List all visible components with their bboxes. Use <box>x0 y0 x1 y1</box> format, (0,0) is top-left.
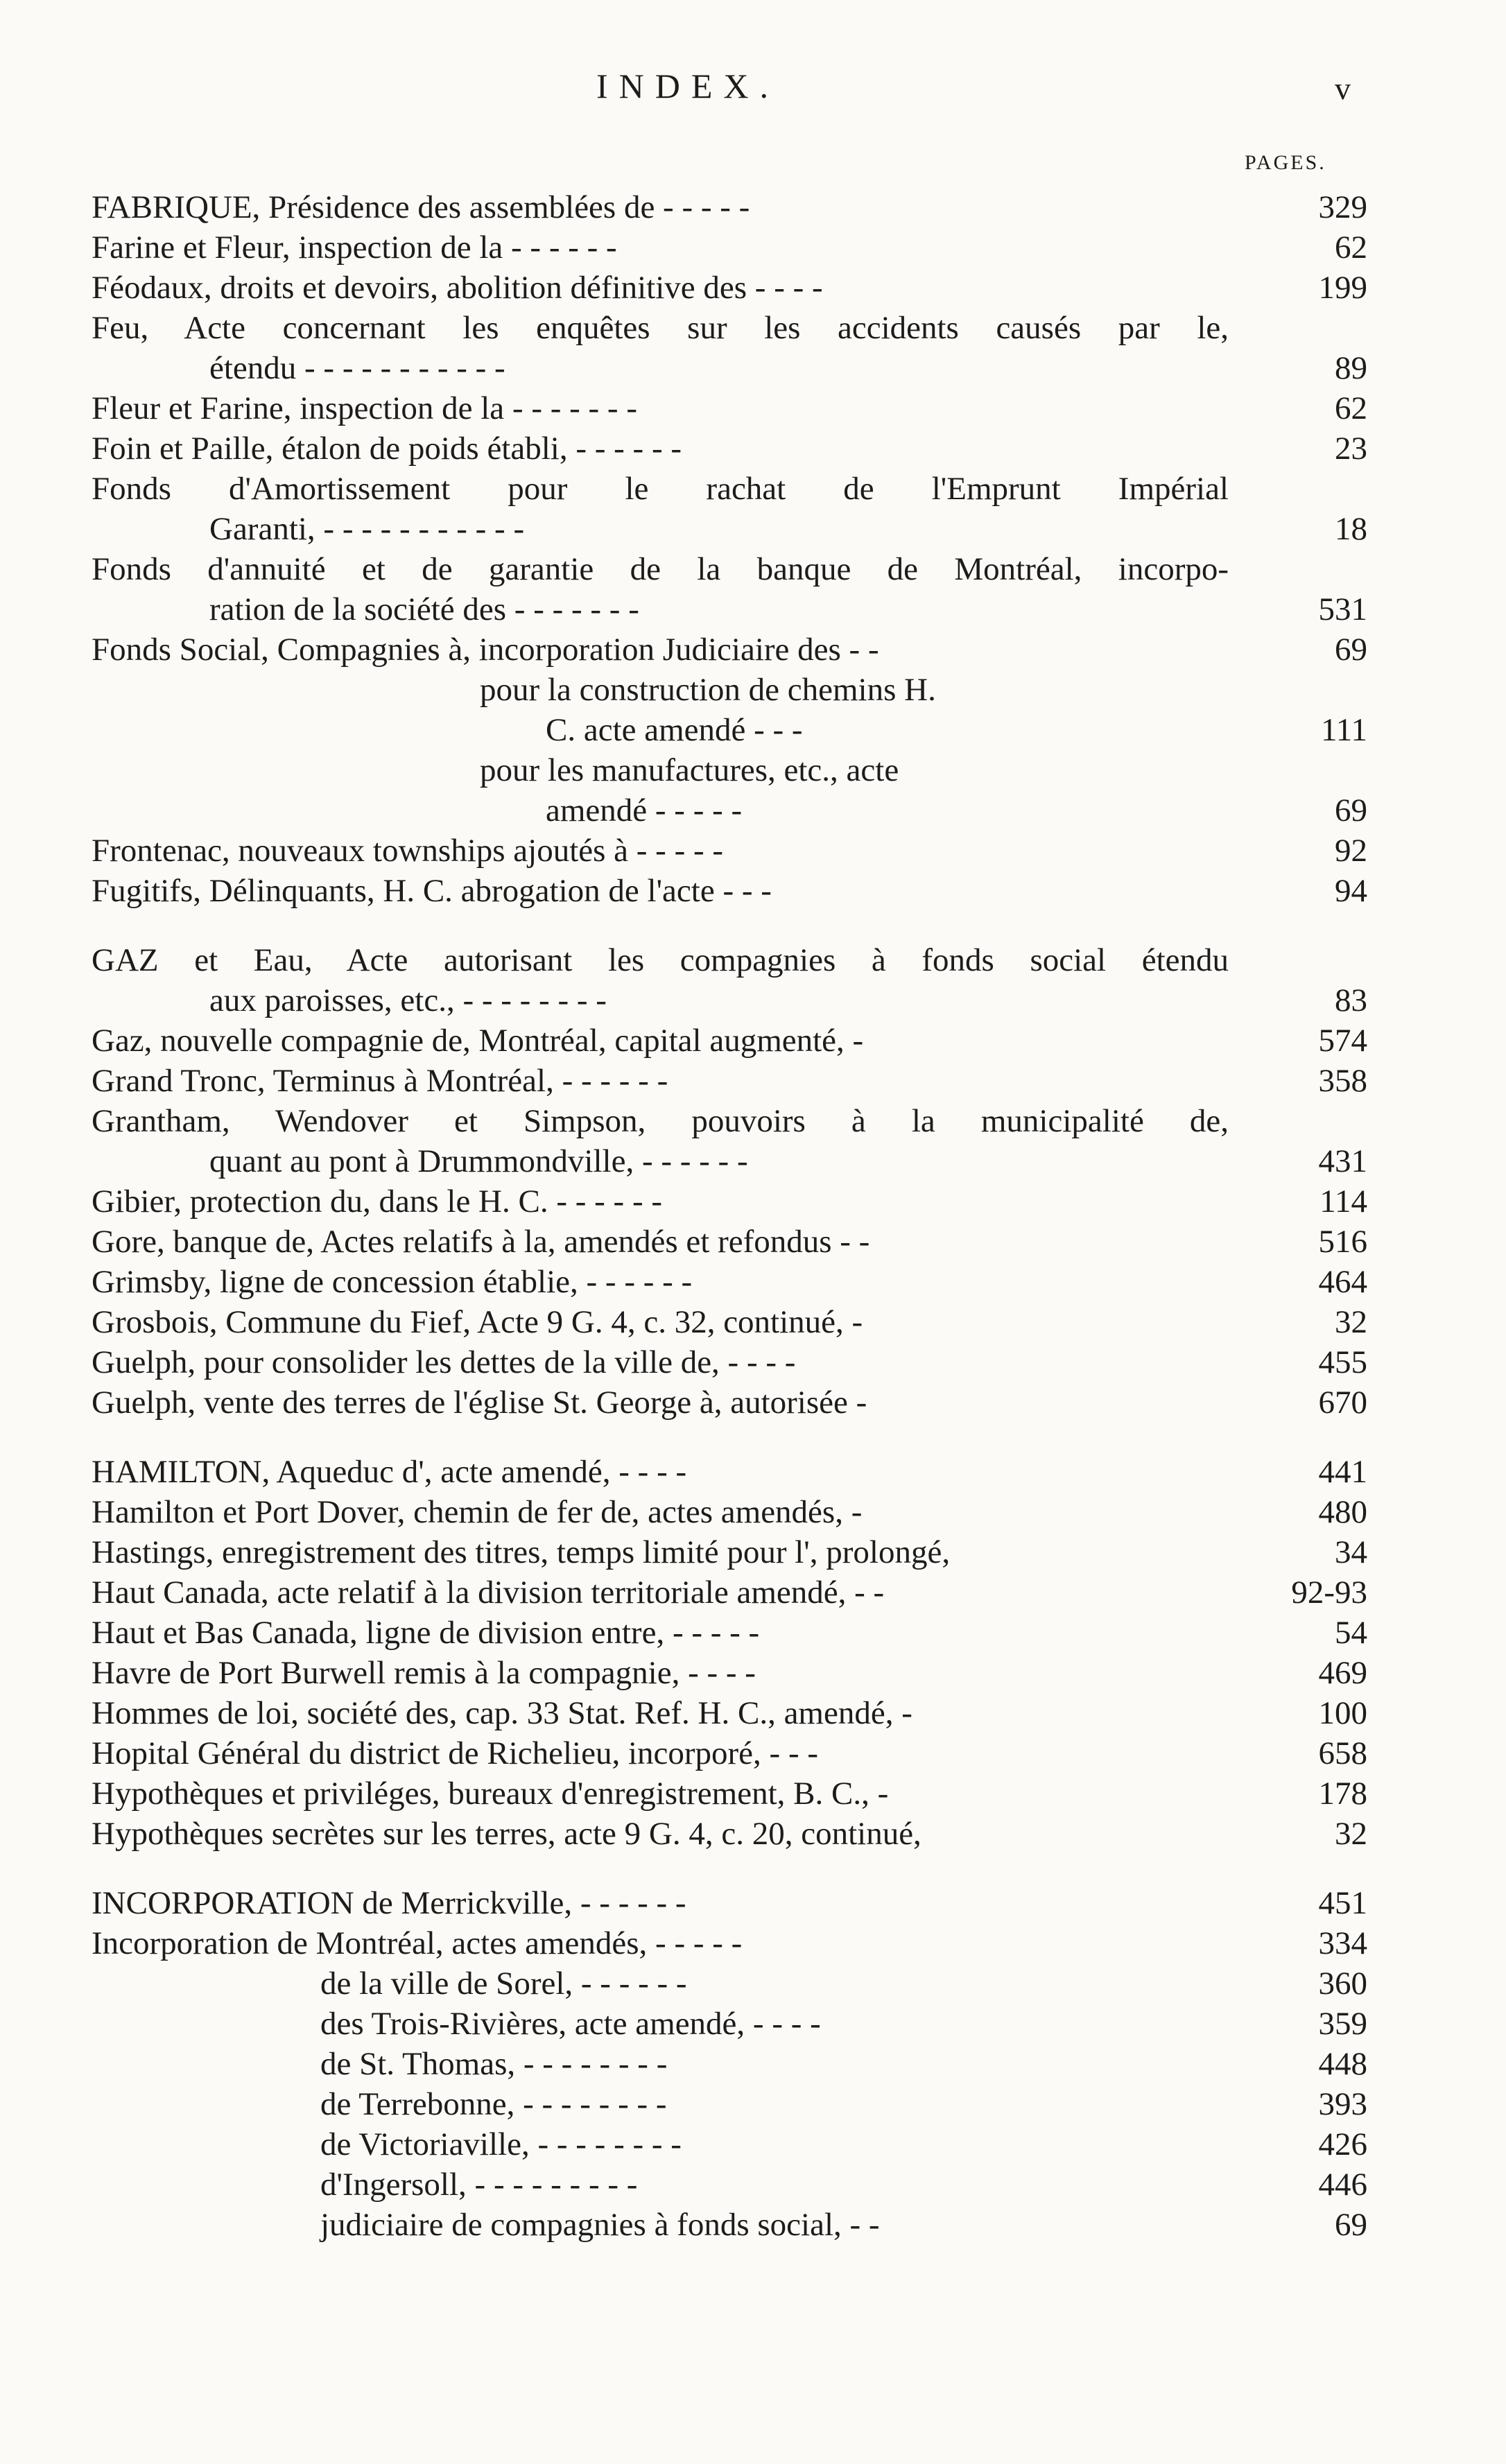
index-entry <box>92 710 1367 750</box>
index-entry <box>92 2044 1367 2084</box>
index-entry <box>92 348 1367 388</box>
entry-text: pour les manufactures, etc., acte <box>480 752 899 788</box>
entry-page-number: 455 <box>1318 1344 1367 1380</box>
entry-text: Gore, banque de, Actes relatifs à la, amendés et refondus - - <box>92 1224 870 1260</box>
index-entry <box>92 790 1367 831</box>
entry-text: de Victoriaville, - - - - - - - - <box>320 2126 682 2162</box>
index-entry <box>92 1382 1367 1423</box>
page-header <box>0 66 1506 121</box>
index-entries <box>92 187 1367 2245</box>
entry-page-number: 531 <box>1318 591 1367 627</box>
entry-text: FABRIQUE, Présidence des assemblées de - - - - - <box>92 189 750 225</box>
index-entry <box>92 750 1367 790</box>
entry-text: Haut et Bas Canada, ligne de division entre, - - - - - <box>92 1615 760 1651</box>
entry-page-number: 329 <box>1318 189 1367 225</box>
index-entry <box>92 1773 1367 1814</box>
index-entry <box>92 2004 1367 2044</box>
entry-page-number: 69 <box>1335 632 1367 668</box>
index-entry <box>92 630 1367 670</box>
entry-text: Grimsby, ligne de concession établie, - - - - - - <box>92 1264 693 1300</box>
index-entry <box>92 980 1367 1021</box>
entry-text: Hypothèques secrètes sur les terres, acte 9 G. 4, c. 20, continué, <box>92 1816 921 1852</box>
entry-page-number: 89 <box>1335 350 1367 386</box>
index-entry <box>92 1492 1367 1532</box>
entry-page-number: 92-93 <box>1291 1574 1367 1611</box>
entry-page-number: 111 <box>1320 712 1367 748</box>
entry-text: Féodaux, droits et devoirs, abolition définitive des - - - - <box>92 270 823 306</box>
entry-page-number: 448 <box>1318 2046 1367 2082</box>
entry-text: amendé - - - - - <box>546 792 743 828</box>
index-entry <box>92 589 1367 630</box>
index-entry <box>92 1653 1367 1693</box>
index-entry <box>92 1342 1367 1382</box>
index-entry <box>92 1262 1367 1302</box>
entry-text: de Terrebonne, - - - - - - - - <box>320 2086 667 2122</box>
pages-column-label: PAGES. <box>1245 151 1326 174</box>
entry-page-number: 34 <box>1335 1534 1367 1570</box>
index-entry <box>92 187 1367 227</box>
index-entry <box>92 509 1367 549</box>
index-entry <box>92 1021 1367 1061</box>
entry-page-number: 360 <box>1318 1966 1367 2002</box>
entry-text: Havre de Port Burwell remis à la compagnie, - - - - <box>92 1655 756 1691</box>
index-entry <box>92 469 1367 509</box>
entry-page-number: 114 <box>1319 1183 1367 1220</box>
entry-page-number: 62 <box>1335 229 1367 266</box>
entry-page-number: 199 <box>1318 270 1367 306</box>
entry-page-number: 446 <box>1318 2167 1367 2203</box>
entry-text: aux paroisses, etc., - - - - - - - - <box>209 982 607 1018</box>
entry-text: Frontenac, nouveaux townships ajoutés à - - - - - <box>92 833 724 869</box>
entry-page-number: 469 <box>1318 1655 1367 1691</box>
entry-text: Feu, Acte concernant les enquêtes sur les accidents causés par le, <box>92 310 1229 346</box>
index-entry <box>92 940 1367 980</box>
index-entry <box>92 831 1367 871</box>
entry-text: Hamilton et Port Dover, chemin de fer de, actes amendés, - <box>92 1494 863 1530</box>
entry-text: Grand Tronc, Terminus à Montréal, - - - - - - <box>92 1063 668 1099</box>
entry-page-number: 23 <box>1335 431 1367 467</box>
index-entry <box>92 268 1367 308</box>
entry-page-number: 464 <box>1318 1264 1367 1300</box>
index-entry <box>92 1613 1367 1653</box>
index-entry <box>92 1923 1367 1963</box>
index-entry <box>92 388 1367 428</box>
entry-page-number: 358 <box>1318 1063 1367 1099</box>
index-entry <box>92 670 1367 710</box>
entry-text: de la ville de Sorel, - - - - - - <box>320 1966 687 2002</box>
index-entry <box>92 1222 1367 1262</box>
index-entry <box>92 1101 1367 1141</box>
index-entry <box>92 2164 1367 2205</box>
entry-text: Incorporation de Montréal, actes amendés, - - - - - <box>92 1925 743 1961</box>
index-entry <box>92 2124 1367 2164</box>
entry-text: quant au pont à Drummondville, - - - - - - <box>209 1143 748 1179</box>
index-entry <box>92 1181 1367 1222</box>
entry-page-number: 441 <box>1318 1454 1367 1490</box>
entry-text: Fleur et Farine, inspection de la - - - - - - - <box>92 390 637 426</box>
entry-page-number: 359 <box>1318 2006 1367 2042</box>
entry-page-number: 100 <box>1318 1695 1367 1731</box>
index-entry <box>92 1963 1367 2004</box>
entry-page-number: 334 <box>1318 1925 1367 1961</box>
entry-page-number: 18 <box>1335 511 1367 547</box>
entry-page-number: 69 <box>1335 2207 1367 2243</box>
index-entry <box>92 871 1367 911</box>
entry-text: Guelph, pour consolider les dettes de la ville de, - - - - <box>92 1344 796 1380</box>
index-entry <box>92 1061 1367 1101</box>
entry-page-number: 658 <box>1318 1735 1367 1771</box>
entry-text: étendu - - - - - - - - - - - <box>209 350 505 386</box>
entry-text: INCORPORATION de Merrickville, - - - - - - <box>92 1885 686 1921</box>
entry-page-number: 431 <box>1318 1143 1367 1179</box>
index-entry <box>92 1572 1367 1613</box>
entry-page-number: 451 <box>1318 1885 1367 1921</box>
entry-text: Hommes de loi, société des, cap. 33 Stat. Ref. H. C., amendé, - <box>92 1695 912 1731</box>
entry-page-number: 32 <box>1335 1816 1367 1852</box>
entry-page-number: 574 <box>1318 1023 1367 1059</box>
entry-text: d'Ingersoll, - - - - - - - - - <box>320 2167 638 2203</box>
entry-text: des Trois-Rivières, acte amendé, - - - - <box>320 2006 821 2042</box>
entry-text: Hopital Général du district de Richelieu, incorporé, - - - <box>92 1735 818 1771</box>
entry-page-number: 69 <box>1335 792 1367 828</box>
entry-page-number: 393 <box>1318 2086 1367 2122</box>
entry-page-number: 516 <box>1318 1224 1367 1260</box>
entry-text: Gibier, protection du, dans le H. C. - - - - - - <box>92 1183 663 1220</box>
entry-page-number: 54 <box>1335 1615 1367 1651</box>
entry-text: pour la construction de chemins H. <box>480 672 936 708</box>
index-entry <box>92 1883 1367 1923</box>
entry-text: C. acte amendé - - - <box>546 712 803 748</box>
index-entry <box>92 1693 1367 1733</box>
index-entry <box>92 308 1367 348</box>
entry-page-number: 92 <box>1335 833 1367 869</box>
entry-page-number: 94 <box>1335 873 1367 909</box>
entry-page-number: 62 <box>1335 390 1367 426</box>
index-entry <box>92 549 1367 589</box>
entry-text: HAMILTON, Aqueduc d', acte amendé, - - - - <box>92 1454 687 1490</box>
entry-text: Foin et Paille, étalon de poids établi, - - - - - - <box>92 431 682 467</box>
entry-page-number: 426 <box>1318 2126 1367 2162</box>
index-entry <box>92 1452 1367 1492</box>
entry-page-number: 83 <box>1335 982 1367 1018</box>
entry-page-number: 670 <box>1318 1385 1367 1421</box>
page-number: v <box>1335 71 1351 106</box>
entry-text: Hypothèques et priviléges, bureaux d'enregistrement, B. C., - <box>92 1776 889 1812</box>
entry-text: Grantham, Wendover et Simpson, pouvoirs à la municipalité de, <box>92 1103 1229 1139</box>
entry-text: Guelph, vente des terres de l'église St. George à, autorisée - <box>92 1385 867 1421</box>
entry-text: Garanti, - - - - - - - - - - - <box>209 511 525 547</box>
entry-text: Fugitifs, Délinquants, H. C. abrogation de l'acte - - - <box>92 873 772 909</box>
entry-text: de St. Thomas, - - - - - - - - <box>320 2046 668 2082</box>
entry-text: Grosbois, Commune du Fief, Acte 9 G. 4, c. 32, continué, - <box>92 1304 863 1340</box>
index-entry <box>92 1141 1367 1181</box>
entry-text: Haut Canada, acte relatif à la division territoriale amendé, - - <box>92 1574 885 1611</box>
entry-text: Farine et Fleur, inspection de la - - - - - - <box>92 229 617 266</box>
index-entry <box>92 2205 1367 2245</box>
entry-text: Hastings, enregistrement des titres, temps limité pour l', prolongé, <box>92 1534 951 1570</box>
index-entry <box>92 1733 1367 1773</box>
entry-text: Fonds d'annuité et de garantie de la banque de Montréal, incorpo- <box>92 551 1229 587</box>
entry-page-number: 32 <box>1335 1304 1367 1340</box>
entry-text: judiciaire de compagnies à fonds social, - - <box>320 2207 880 2243</box>
index-entry <box>92 227 1367 268</box>
entry-page-number: 480 <box>1318 1494 1367 1530</box>
entry-text: Gaz, nouvelle compagnie de, Montréal, capital augmenté, - <box>92 1023 864 1059</box>
entry-page-number: 178 <box>1318 1776 1367 1812</box>
index-entry <box>92 1302 1367 1342</box>
index-entry <box>92 1814 1367 1854</box>
entry-text: Fonds Social, Compagnies à, incorporation Judiciaire des - - <box>92 632 879 668</box>
index-entry <box>92 428 1367 469</box>
running-title: INDEX. <box>596 67 780 105</box>
index-entry <box>92 1532 1367 1572</box>
entry-text: ration de la société des - - - - - - - <box>209 591 639 627</box>
index-entry <box>92 2084 1367 2124</box>
entry-text: GAZ et Eau, Acte autorisant les compagnies à fonds social étendu <box>92 942 1229 978</box>
entry-text: Fonds d'Amortissement pour le rachat de l'Emprunt Impérial <box>92 471 1229 507</box>
